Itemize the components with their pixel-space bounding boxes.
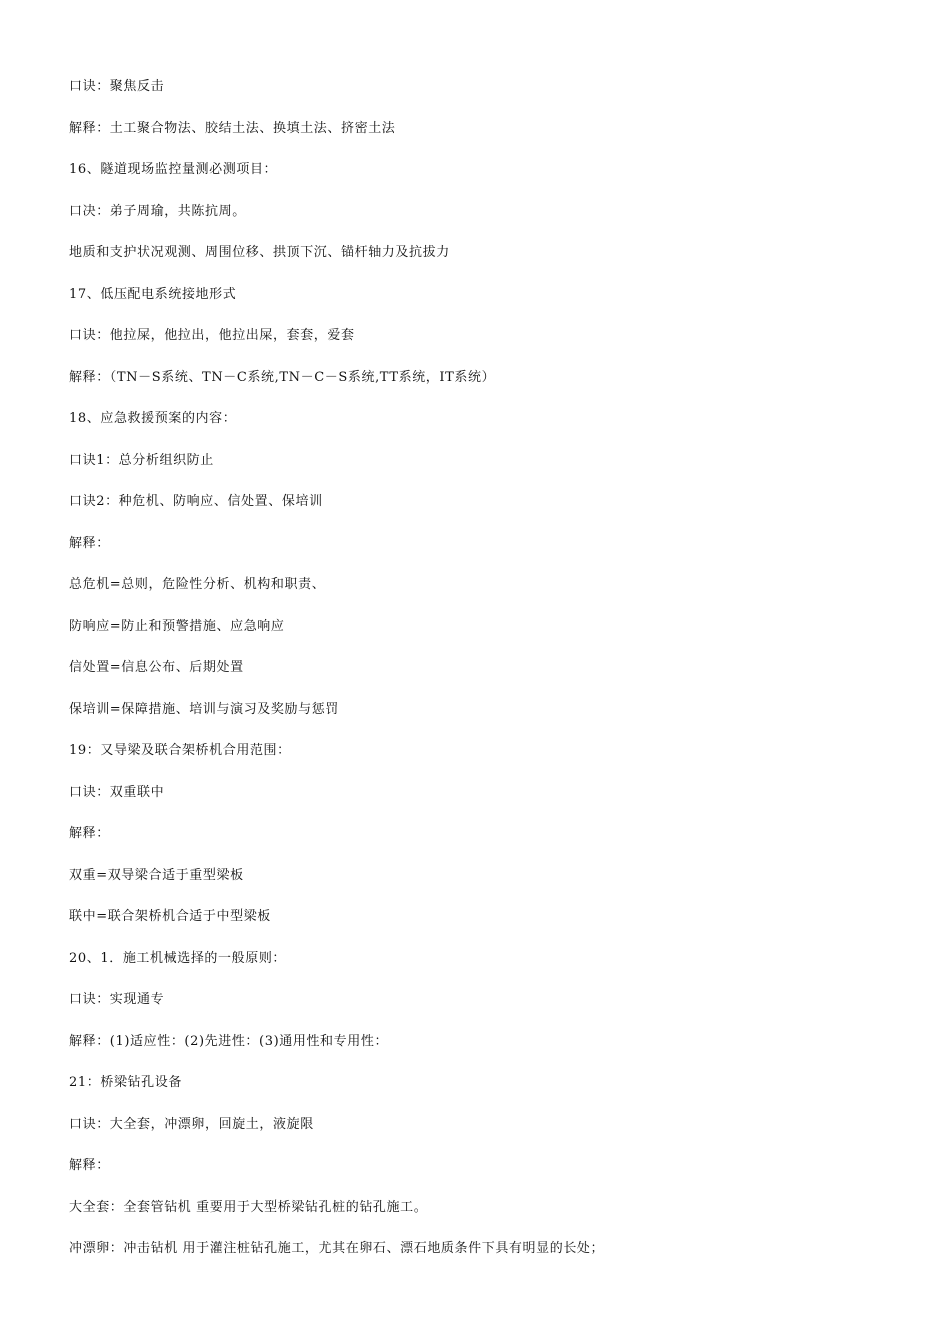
text-line: 地质和支护状况观测、周围位移、拱顶下沉、锚杆轴力及抗拔力 [69, 245, 450, 260]
text-line: 解释： [69, 1158, 110, 1173]
text-line: 联中=联合架桥机合适于中型梁板 [69, 909, 271, 924]
text-line: 解释：土工聚合物法、胶结土法、换填土法、挤密土法 [69, 121, 396, 136]
text-line: 口诀2：种危机、防响应、信处置、保培训 [69, 494, 323, 509]
text-line: 冲漂卵：冲击钻机 用于灌注桩钻孔施工，尤其在卵石、漂石地质条件下具有明显的长处； [69, 1241, 605, 1256]
text-line: 解释： [69, 536, 110, 551]
text-line: 口诀：聚焦反击 [69, 79, 165, 94]
text-line: 口诀：大全套，冲漂卵，回旋土，液旋限 [69, 1117, 314, 1132]
section-heading: 16、隧道现场监控量测必测项目： [69, 162, 278, 177]
section-heading: 21：桥梁钻孔设备 [69, 1075, 182, 1090]
text-line: 大全套：全套管钻机 重要用于大型桥梁钻孔桩的钻孔施工。 [69, 1200, 428, 1215]
text-line: 保培训=保障措施、培训与演习及奖励与惩罚 [69, 702, 339, 717]
text-line: 口决：弟子周瑜，共陈抗周。 [69, 204, 246, 219]
section-heading: 19：又导梁及联合架桥机合用范围： [69, 743, 291, 758]
text-line: 双重=双导梁合适于重型梁板 [69, 868, 244, 883]
section-heading: 17、低压配电系统接地形式 [69, 287, 237, 302]
text-line: 防响应=防止和预警措施、应急响应 [69, 619, 285, 634]
text-line: 信处置=信息公布、后期处置 [69, 660, 244, 675]
section-heading: 20、1．施工机械选择的一般原则： [69, 951, 287, 966]
text-line: 口诀1：总分析组织防止 [69, 453, 214, 468]
text-line: 口诀：实现通专 [69, 992, 165, 1007]
text-line: 解释：（TN－S系统、TN－C系统,TN－C－S系统,TT系统，IT系统） [69, 370, 496, 385]
text-line: 口诀：他拉屎，他拉出，他拉出屎，套套，爱套 [69, 328, 355, 343]
text-line: 解释：(1)适应性：(2)先进性：(3)通用性和专用性： [69, 1034, 389, 1049]
text-line: 口诀：双重联中 [69, 785, 165, 800]
text-line: 解释： [69, 826, 110, 841]
text-line: 总危机=总则，危险性分析、机构和职责、 [69, 577, 326, 592]
section-heading: 18、应急救援预案的内容： [69, 411, 237, 426]
